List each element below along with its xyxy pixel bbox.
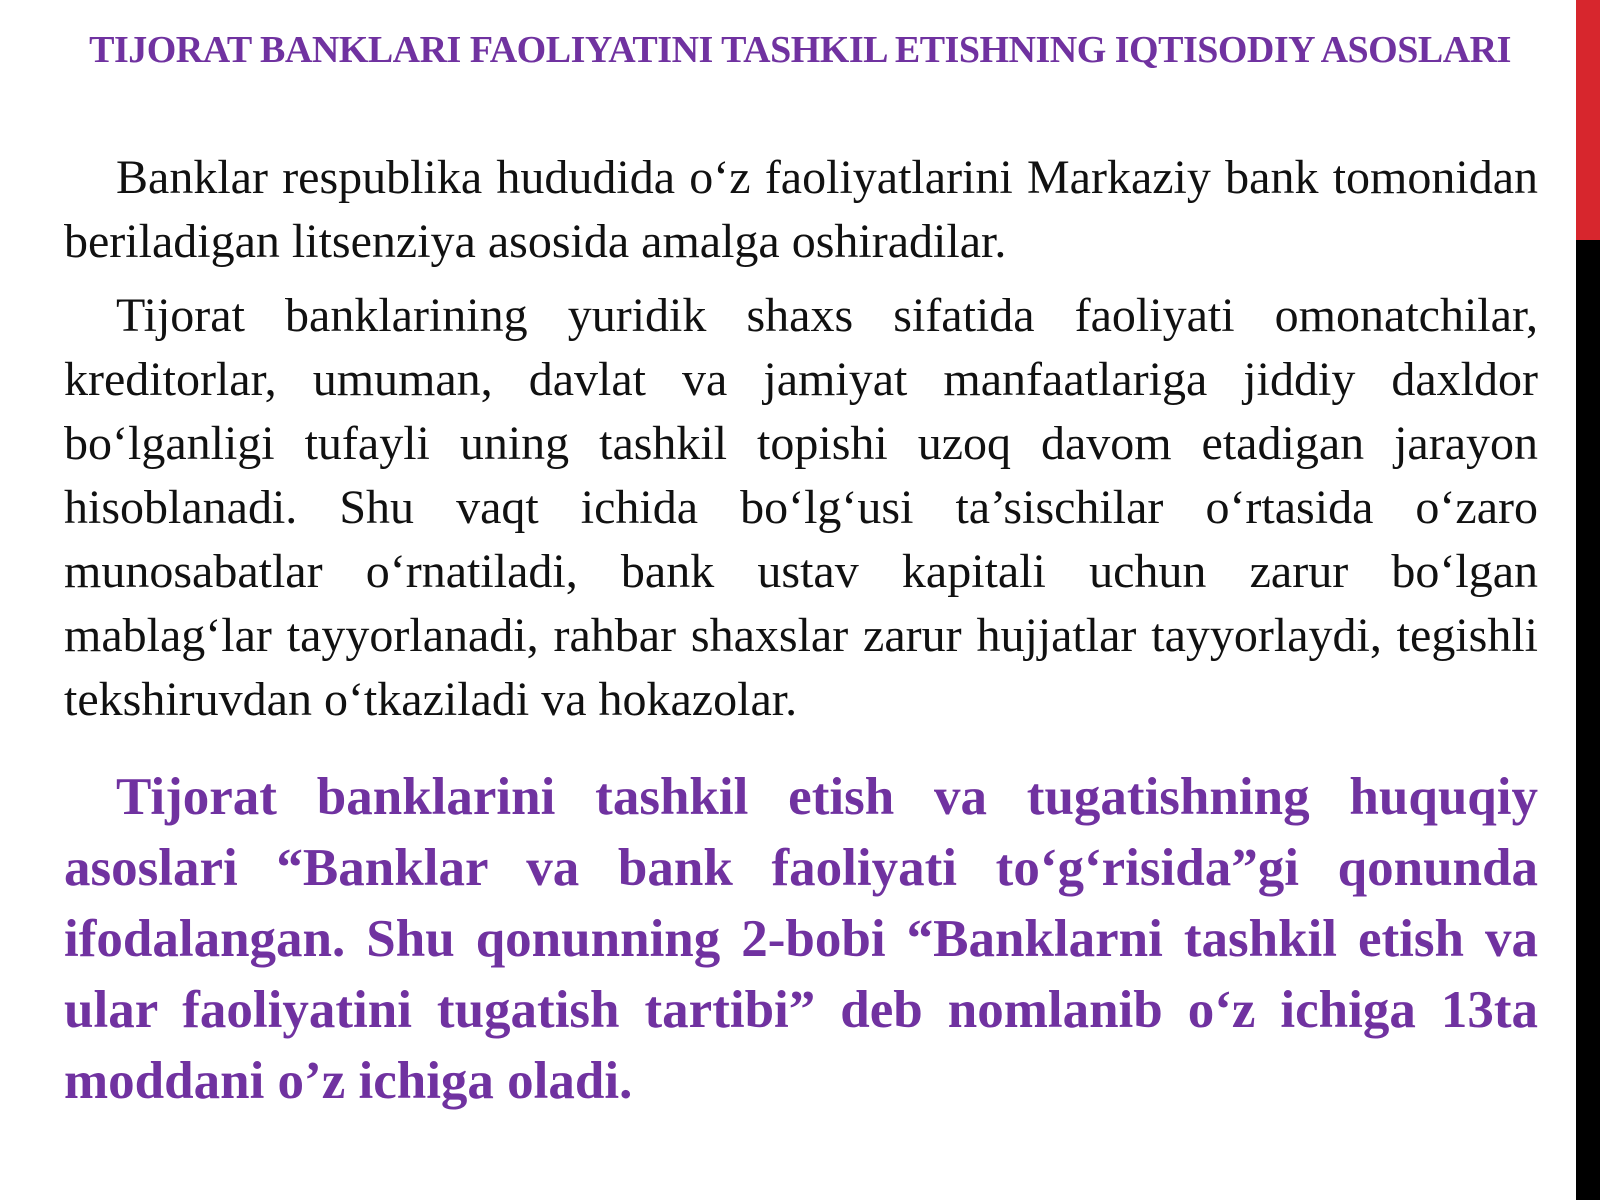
paragraph-establishment-process: Tijorat banklarining yuridik shaxs sifatida faoliyati omonatchilar, kreditorlar, umuman, davlat va jamiyat manfaatlariga jiddiy daxldor bo‘lganligi tufayli uning tashkil topishi uzoq davom etadigan jarayon hisoblanadi. Shu vaqt ichida bo‘lg‘usi ta’sischilar o‘rtasida o‘zaro munosabatlar o‘rnatiladi, bank ustav kapitali uchun zarur bo‘lgan mablag‘lar tayyorlanadi, rahbar shaxslar zarur hujjatlar tayyorlaydi, tegishli tekshiruvdan o‘tkaziladi va hokazolar. (64, 289, 1538, 726)
paragraph-license: Banklar respublika hududida o‘z faoliyatlarini Markaziy bank tomonidan beriladigan litsenziya asosida amalga oshiradilar. (64, 151, 1538, 268)
slide-body (64, 146, 1538, 1117)
slide-title: TIJORAT BANKLARI FAOLIYATINI TASHKIL ETISHNING IQTISODIY ASOSLARI (89, 29, 1511, 71)
side-decoration-accent (1576, 0, 1600, 240)
paragraph-legal-basis: Tijorat banklarini tashkil etish va tugatishning huquqiy asoslari “Banklar va bank faoliyati to‘g‘risida”gi qonunda ifodalangan. Shu qonunning 2-bobi “Banklarni tashkil etish va ular faoliyatini tugatish tartibi” deb nomlanib o‘z ichiga 13ta moddani o’z ichiga oladi. (64, 768, 1538, 1110)
